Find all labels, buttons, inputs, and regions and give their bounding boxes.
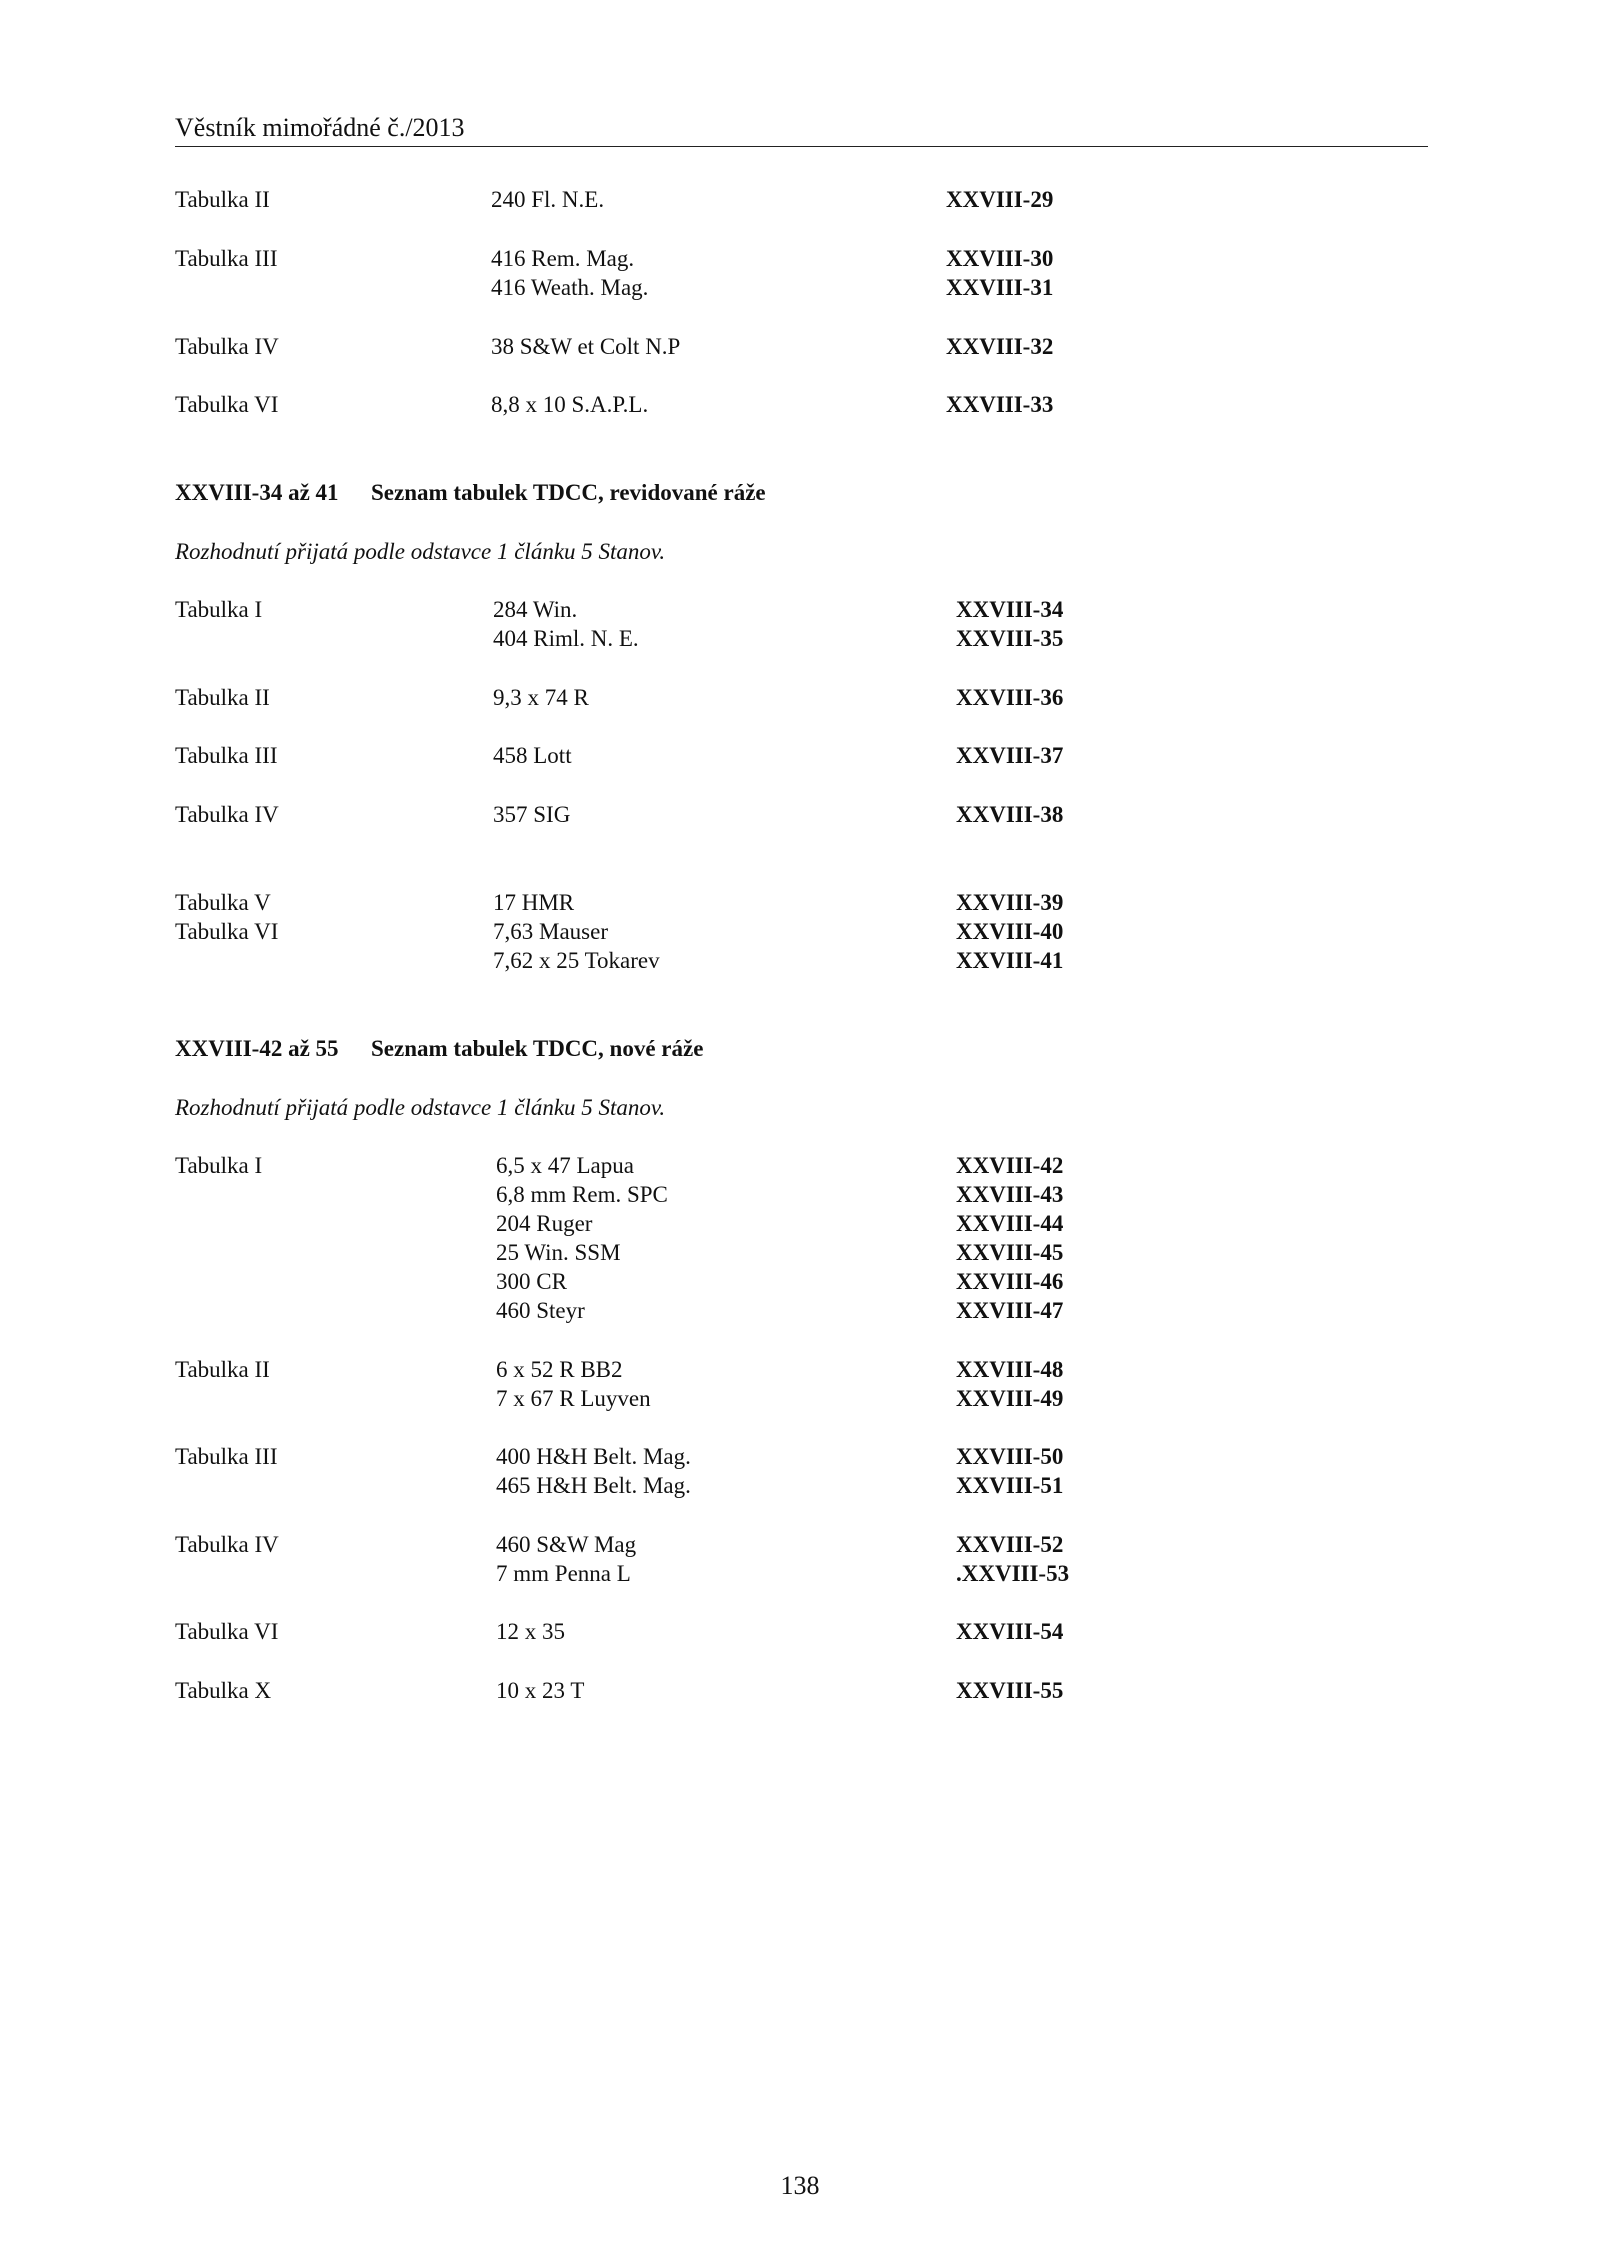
table-cell-table: Tabulka III xyxy=(175,743,278,768)
table-cell-code: XXVIII-44 xyxy=(956,1211,1064,1236)
table-cell-calibre: 8,8 x 10 S.A.P.L. xyxy=(491,392,649,417)
table-cell-table: Tabulka VI xyxy=(175,392,279,417)
table-cell-calibre: 10 x 23 T xyxy=(496,1678,585,1703)
table-cell-table: Tabulka I xyxy=(175,597,263,622)
table-cell-code: XXVIII-54 xyxy=(956,1619,1064,1644)
table-cell-code: XXVIII-31 xyxy=(946,275,1054,300)
table-cell-table: Tabulka IV xyxy=(175,802,279,827)
table-cell-table: Tabulka VI xyxy=(175,919,279,944)
table-cell-code: XXVIII-29 xyxy=(946,187,1054,212)
table-cell-calibre: 416 Rem. Mag. xyxy=(491,246,635,271)
table-cell-calibre: 7,62 x 25 Tokarev xyxy=(493,948,660,973)
table-cell-code: XXVIII-47 xyxy=(956,1298,1064,1323)
page-number: 138 xyxy=(780,2171,820,2200)
table-cell-code: XXVIII-40 xyxy=(956,919,1064,944)
table-cell-code: XXVIII-33 xyxy=(946,392,1054,417)
table-cell-calibre: 38 S&W et Colt N.P xyxy=(491,334,681,359)
table-cell-calibre: 204 Ruger xyxy=(496,1211,593,1236)
table-cell-table: Tabulka I xyxy=(175,1153,263,1178)
table-cell-code: XXVIII-55 xyxy=(956,1678,1064,1703)
table-cell-code: XXVIII-48 xyxy=(956,1357,1064,1382)
table-cell-code: XXVIII-43 xyxy=(956,1182,1064,1207)
table-cell-table: Tabulka IV xyxy=(175,334,279,359)
table-cell-code: XXVIII-37 xyxy=(956,743,1064,768)
table-cell-calibre: 7,63 Mauser xyxy=(493,919,608,944)
table-cell-calibre: 404 Riml. N. E. xyxy=(493,626,639,651)
section-heading-code: XXVIII-34 až 41 xyxy=(175,480,339,505)
section-heading-title: Seznam tabulek TDCC, revidované ráže xyxy=(371,480,766,505)
table-cell-calibre: 240 Fl. N.E. xyxy=(491,187,605,212)
table-cell-calibre: 12 x 35 xyxy=(496,1619,565,1644)
table-cell-code: XXVIII-36 xyxy=(956,685,1064,710)
table-cell-table: Tabulka II xyxy=(175,187,270,212)
section-heading-title: Seznam tabulek TDCC, nové ráže xyxy=(371,1036,704,1061)
section-note: Rozhodnutí přijatá podle odstavce 1 článku 5 Stanov. xyxy=(175,539,666,564)
header-divider xyxy=(175,146,1428,147)
table-cell-calibre: 6,8 mm Rem. SPC xyxy=(496,1182,668,1207)
table-cell-code: XXVIII-45 xyxy=(956,1240,1064,1265)
table-cell-code: XXVIII-41 xyxy=(956,948,1064,973)
table-cell-code: XXVIII-38 xyxy=(956,802,1064,827)
table-cell-calibre: 25 Win. SSM xyxy=(496,1240,621,1265)
section-note: Rozhodnutí přijatá podle odstavce 1 článku 5 Stanov. xyxy=(175,1095,666,1120)
table-cell-calibre: 400 H&H Belt. Mag. xyxy=(496,1444,691,1469)
table-cell-code: XXVIII-52 xyxy=(956,1532,1064,1557)
table-cell-table: Tabulka II xyxy=(175,1357,270,1382)
table-cell-calibre: 9,3 x 74 R xyxy=(493,685,589,710)
table-cell-calibre: 357 SIG xyxy=(493,802,571,827)
table-cell-code: .XXVIII-53 xyxy=(956,1561,1070,1586)
table-cell-calibre: 300 CR xyxy=(496,1269,567,1294)
table-cell-calibre: 6,5 x 47 Lapua xyxy=(496,1153,634,1178)
table-cell-calibre: 7 mm Penna L xyxy=(496,1561,631,1586)
table-cell-table: Tabulka III xyxy=(175,1444,278,1469)
table-cell-code: XXVIII-30 xyxy=(946,246,1054,271)
table-cell-calibre: 460 S&W Mag xyxy=(496,1532,637,1557)
table-cell-code: XXVIII-49 xyxy=(956,1386,1064,1411)
table-cell-code: XXVIII-34 xyxy=(956,597,1064,622)
table-cell-calibre: 458 Lott xyxy=(493,743,572,768)
table-cell-calibre: 465 H&H Belt. Mag. xyxy=(496,1473,691,1498)
table-cell-table: Tabulka V xyxy=(175,890,271,915)
table-cell-code: XXVIII-35 xyxy=(956,626,1064,651)
table-cell-code: XXVIII-46 xyxy=(956,1269,1064,1294)
table-cell-code: XXVIII-51 xyxy=(956,1473,1064,1498)
section-heading-code: XXVIII-42 až 55 xyxy=(175,1036,339,1061)
table-cell-calibre: 416 Weath. Mag. xyxy=(491,275,649,300)
table-cell-calibre: 6 x 52 R BB2 xyxy=(496,1357,623,1382)
table-cell-table: Tabulka IV xyxy=(175,1532,279,1557)
table-cell-calibre: 7 x 67 R Luyven xyxy=(496,1386,651,1411)
table-cell-code: XXVIII-50 xyxy=(956,1444,1064,1469)
table-cell-table: Tabulka III xyxy=(175,246,278,271)
table-cell-code: XXVIII-42 xyxy=(956,1153,1064,1178)
table-cell-code: XXVIII-39 xyxy=(956,890,1064,915)
table-cell-table: Tabulka VI xyxy=(175,1619,279,1644)
table-cell-table: Tabulka X xyxy=(175,1678,272,1703)
table-cell-code: XXVIII-32 xyxy=(946,334,1054,359)
table-cell-calibre: 284 Win. xyxy=(493,597,578,622)
table-cell-calibre: 460 Steyr xyxy=(496,1298,585,1323)
table-cell-table: Tabulka II xyxy=(175,685,270,710)
page-header-title: Věstník mimořádné č./2013 xyxy=(175,113,465,142)
table-cell-calibre: 17 HMR xyxy=(493,890,575,915)
